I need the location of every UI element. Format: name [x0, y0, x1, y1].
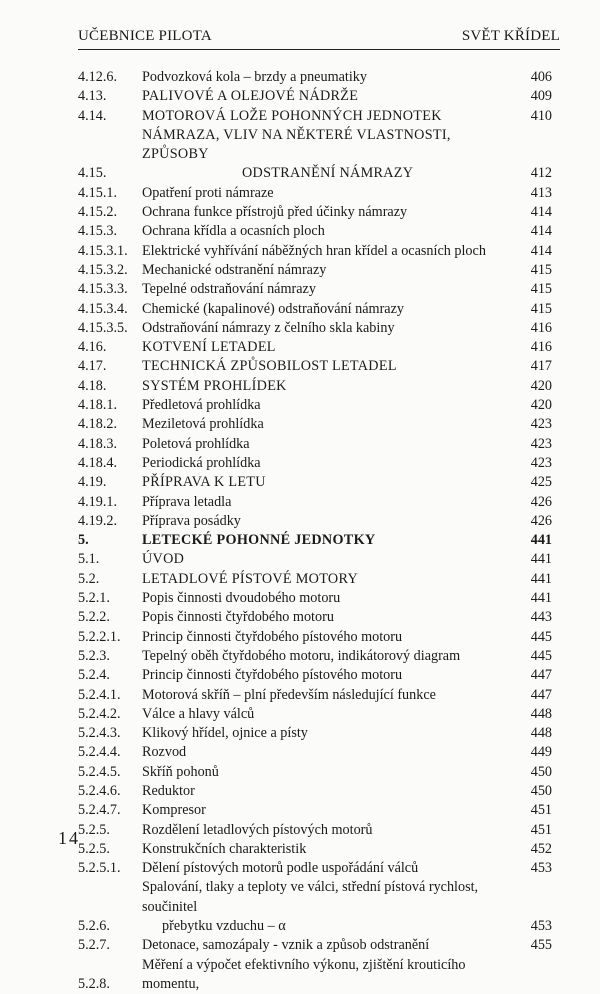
toc-entry — [78, 126, 552, 184]
toc-entry-number: 4.15.3.4. — [78, 300, 128, 317]
toc-entry-title-line: Klikový hřídel, ojnice a písty — [142, 725, 308, 742]
toc-entry-title — [142, 493, 516, 512]
toc-entry-title-line: NÁMRAZA, VLIV NA NĚKTERÉ VLASTNOSTI, ZPŮSOBY — [142, 126, 451, 163]
toc-entry-number: 4.15.3.3. — [78, 281, 128, 298]
toc-entry-title-line: Kompresor — [142, 802, 206, 819]
toc-entry — [78, 435, 552, 454]
toc-entry-number: 4.14. — [78, 107, 107, 124]
toc-entry-number: 5.2.2.1. — [78, 628, 121, 645]
toc-entry-title-line: Dělení pístových motorů podle uspořádání válců — [142, 860, 419, 877]
toc-entry-title-line: Popis činnosti čtyřdobého motoru — [142, 609, 334, 626]
toc-entry-title — [142, 840, 516, 859]
toc-entry-page: 426 — [530, 493, 552, 510]
toc-entry-title — [142, 782, 516, 801]
toc-entry — [78, 454, 552, 473]
toc-entry-title-line: Meziletová prohlídka — [142, 416, 264, 433]
toc-entry — [78, 377, 552, 396]
toc-entry-number: 4.15.2. — [78, 204, 118, 221]
toc-entry-title — [142, 878, 516, 936]
toc-entry-title-line: ÚVOD — [142, 551, 185, 568]
toc-entry-page: 450 — [530, 782, 552, 799]
toc-entry-page: 451 — [530, 802, 552, 819]
toc-entry-page: 441 — [530, 590, 552, 607]
toc-entry-title-line: Ochrana křídla a ocasních ploch — [142, 223, 325, 240]
toc-entry — [78, 956, 552, 994]
toc-entry-page: 449 — [530, 744, 552, 761]
toc-entry-page: 455 — [530, 937, 552, 954]
toc-entry-page: 416 — [530, 339, 552, 356]
toc-entry-number: 5.2.4.3. — [78, 725, 121, 742]
toc-entry-title — [142, 859, 516, 878]
toc-entry-title-line: Popis činnosti dvoudobého motoru — [142, 590, 341, 607]
toc-entry-number: 4.15. — [78, 165, 107, 182]
toc-entry-title-line: Chemické (kapalinové) odstraňování námrazy — [142, 300, 404, 317]
toc-entry-page: 414 — [530, 223, 552, 240]
toc-entry — [78, 68, 552, 87]
toc-entry-number: 5.2. — [78, 570, 100, 587]
toc-entry-title-line: LETECKÉ POHONNÉ JEDNOTKY — [142, 532, 376, 549]
toc-entry-page: 441 — [530, 532, 552, 549]
toc-entry — [78, 319, 552, 338]
toc-entry — [78, 493, 552, 512]
toc-entry-number: 4.19.1. — [78, 493, 118, 510]
toc-entry-title — [142, 956, 516, 994]
toc-entry-title — [142, 126, 516, 184]
toc-entry-title-line: Poletová prohlídka — [142, 435, 250, 452]
toc-entry-title-line: SYSTÉM PROHLÍDEK — [142, 377, 287, 394]
toc-entry-number: 5.2.3. — [78, 647, 110, 664]
toc-entry-title — [142, 184, 516, 203]
toc-entry-title — [142, 454, 516, 473]
toc-entry-page: 447 — [530, 686, 552, 703]
toc-entry-number: 5.2.4.1. — [78, 686, 121, 703]
toc-entry-number: 4.18.2. — [78, 416, 118, 433]
toc-entry — [78, 743, 552, 762]
toc-entry-title-line: Princip činnosti čtyřdobého pístového motoru — [142, 628, 403, 645]
toc-entry-title-line: Opatření proti námraze — [142, 184, 274, 201]
toc-entry-number: 4.12.6. — [78, 69, 118, 85]
toc-entry-title-line: Princip činnosti čtyřdobého pístového motoru — [142, 667, 403, 684]
toc-entry-title — [142, 396, 516, 415]
toc-entry-title — [142, 87, 516, 106]
toc-entry-number: 4.15.3. — [78, 223, 118, 240]
toc-entry — [78, 647, 552, 666]
toc-entry-title — [142, 570, 516, 589]
toc-entry-title — [142, 222, 516, 241]
toc-entry — [78, 666, 552, 685]
toc-entry-number: 5.2.5. — [78, 821, 110, 838]
toc-entry-title — [142, 763, 516, 782]
toc-entry — [78, 512, 552, 531]
toc-entry-title-line: Skříň pohonů — [142, 763, 219, 780]
toc-entry-title — [142, 300, 516, 319]
toc-entry-title-line: LETADLOVÉ PÍSTOVÉ MOTORY — [142, 570, 358, 587]
toc-entry-number: 5.2.4.7. — [78, 802, 121, 819]
toc-entry-page: 448 — [530, 725, 552, 742]
toc-entry-number: 4.13. — [78, 88, 107, 105]
toc-entry-title-line: Mechanické odstranění námrazy — [142, 261, 327, 278]
toc-entry-title-line: Rozdělení letadlových pístových motorů — [142, 821, 373, 838]
toc-entry-title — [142, 801, 516, 820]
toc-entry-title — [142, 435, 516, 454]
toc-entry-title — [142, 531, 516, 550]
toc-entry-number: 5.2.4.5. — [78, 763, 121, 780]
toc-entry — [78, 222, 552, 241]
toc-entry-title-line: Periodická prohlídka — [142, 454, 261, 471]
toc-entry-title — [142, 686, 516, 705]
toc-entry-page: 412 — [530, 165, 552, 182]
toc-entry-title-line: PALIVOVÉ A OLEJOVÉ NÁDRŽE — [142, 88, 359, 105]
toc-entry-title-line: KOTVENÍ LETADEL — [142, 339, 276, 356]
toc-entry — [78, 242, 552, 261]
toc-entry-title — [142, 821, 516, 840]
toc-entry — [78, 589, 552, 608]
toc-entry — [78, 531, 552, 550]
running-header — [78, 28, 560, 50]
toc-entry-page: 441 — [530, 570, 552, 587]
toc-entry-title — [142, 242, 516, 261]
toc-entry-number: 4.15.3.5. — [78, 319, 128, 336]
toc-entry — [78, 705, 552, 724]
toc-entry-page: 452 — [530, 840, 552, 857]
toc-entry-title — [142, 666, 516, 685]
toc-entry-title — [142, 473, 516, 492]
toc-entry-title — [142, 68, 516, 87]
toc-entry — [78, 357, 552, 376]
toc-entry-number: 5. — [78, 532, 89, 549]
toc-entry-title-line: Elektrické vyhřívání náběžných hran křídel a ocasních ploch — [142, 242, 486, 259]
toc-entry-page: 450 — [530, 763, 552, 780]
toc-entry-title-line: Ochrana funkce přístrojů před účinky námrazy — [142, 204, 408, 221]
toc-entry-title — [142, 377, 516, 396]
toc-entry-page: 425 — [530, 474, 552, 491]
toc-entry-title-line: Rozvod — [142, 744, 187, 761]
toc-entry-page: 409 — [530, 88, 552, 105]
toc-entry-page: 413 — [530, 184, 552, 201]
toc-entry-title — [142, 319, 516, 338]
toc-entry — [78, 87, 552, 106]
toc-entry-title-line: Konstrukčních charakteristik — [142, 840, 307, 857]
toc-entry — [78, 801, 552, 820]
toc-entry-title-line: Motorová skříň – plní především následující funkce — [142, 686, 436, 703]
toc-entry-title-line: Tepelné odstraňování námrazy — [142, 281, 316, 298]
toc-entry-page: 410 — [530, 107, 552, 124]
toc-entry-number: 4.17. — [78, 358, 107, 375]
toc-entry-page: 417 — [530, 358, 552, 375]
toc-entry-title — [142, 512, 516, 531]
header-section-title: SVĚT KŘÍDEL — [461, 28, 560, 44]
toc-entry-title — [142, 338, 516, 357]
toc-entry-title-continuation: ODSTRANĚNÍ NÁMRAZY — [242, 165, 414, 182]
toc-entry-title — [142, 357, 516, 376]
toc-entry — [78, 821, 552, 840]
table-of-contents — [78, 68, 552, 994]
toc-entry-title — [142, 647, 516, 666]
toc-entry-page: 420 — [530, 397, 552, 414]
toc-entry-title — [142, 280, 516, 299]
toc-entry — [78, 184, 552, 203]
toc-entry-page: 441 — [530, 551, 552, 568]
toc-entry-number: 5.2.5.1. — [78, 860, 121, 877]
toc-entry-number: 4.18.1. — [78, 397, 118, 414]
toc-entry-number: 4.16. — [78, 339, 107, 356]
toc-entry — [78, 878, 552, 936]
toc-entry-title — [142, 415, 516, 434]
toc-entry-number: 4.18.3. — [78, 435, 118, 452]
toc-entry — [78, 628, 552, 647]
toc-entry-number: 4.19.2. — [78, 512, 118, 529]
toc-entry — [78, 782, 552, 801]
toc-entry-page: 447 — [530, 667, 552, 684]
toc-entry — [78, 686, 552, 705]
toc-entry — [78, 261, 552, 280]
toc-entry-title — [142, 261, 516, 280]
toc-entry — [78, 570, 552, 589]
toc-entry — [78, 550, 552, 569]
toc-entry-number: 5.2.1. — [78, 590, 110, 607]
toc-entry-page: 445 — [530, 628, 552, 645]
toc-entry-number: 5.2.7. — [78, 937, 110, 954]
toc-entry-title-line: Spalování, tlaky a teploty ve válci, střední pístová rychlost, součinitel — [142, 879, 479, 915]
toc-entry-title-line: Podvozková kola – brzdy a pneumatiky — [142, 69, 367, 85]
toc-entry-title — [142, 724, 516, 743]
toc-entry-title-line: Příprava posádky — [142, 512, 241, 529]
toc-entry-title — [142, 203, 516, 222]
toc-entry-page: 420 — [530, 377, 552, 394]
toc-entry-title-line: Předletová prohlídka — [142, 397, 261, 414]
toc-entry-page: 453 — [530, 860, 552, 877]
toc-entry-number: 4.19. — [78, 474, 107, 491]
toc-entry — [78, 396, 552, 415]
toc-entry — [78, 473, 552, 492]
toc-entry — [78, 840, 552, 859]
toc-entry-title-line: Detonace, samozápaly - vznik a způsob odstranění — [142, 937, 430, 954]
toc-entry-number: 4.18. — [78, 377, 107, 394]
toc-entry-title-line: Válce a hlavy válců — [142, 705, 255, 722]
toc-entry-page: 406 — [530, 69, 552, 85]
toc-entry-page: 445 — [530, 647, 552, 664]
toc-entry-title — [142, 550, 516, 569]
page-number: 14 — [58, 828, 80, 848]
toc-entry — [78, 608, 552, 627]
toc-entry — [78, 338, 552, 357]
toc-entry-number: 5.2.4. — [78, 667, 110, 684]
toc-entry-title — [142, 628, 516, 647]
toc-entry-title-line: Reduktor — [142, 782, 195, 799]
toc-entry-number: 5.2.4.2. — [78, 705, 121, 722]
toc-entry — [78, 415, 552, 434]
toc-entry-page: 414 — [530, 204, 552, 221]
toc-entry-page: 414 — [530, 242, 552, 259]
toc-entry-title-line: Měření a výpočet efektivního výkonu, zjištění krouticího momentu, — [142, 956, 466, 992]
toc-entry-number: 4.15.1. — [78, 184, 118, 201]
toc-entry-title — [142, 107, 516, 126]
toc-entry-number: 5.2.5. — [78, 840, 110, 857]
toc-entry-number: 5.2.4.4. — [78, 744, 121, 761]
toc-entry — [78, 300, 552, 319]
toc-entry — [78, 859, 552, 878]
toc-entry-page: 448 — [530, 705, 552, 722]
toc-entry-page: 415 — [530, 261, 552, 278]
toc-entry-title — [142, 936, 516, 955]
toc-entry-number: 5.2.4.6. — [78, 782, 121, 799]
toc-entry-number: 4.18.4. — [78, 454, 118, 471]
toc-entry-title-line: Tepelný oběh čtyřdobého motoru, indikátorový diagram — [142, 647, 461, 664]
toc-entry-page: 423 — [530, 454, 552, 471]
toc-entry-title-line: Příprava letadla — [142, 493, 232, 510]
toc-entry — [78, 763, 552, 782]
toc-entry-number: 5.2.8. — [78, 975, 110, 992]
toc-entry-title — [142, 743, 516, 762]
toc-entry-number: 4.15.3.1. — [78, 242, 128, 259]
toc-entry — [78, 203, 552, 222]
toc-entry-page: 451 — [530, 821, 552, 838]
toc-entry-title-line: Odstraňování námrazy z čelního skla kabiny — [142, 319, 395, 336]
toc-entry-title-continuation: přebytku vzduchu – α — [162, 918, 286, 935]
toc-entry-page: 423 — [530, 416, 552, 433]
toc-entry-page: 426 — [530, 512, 552, 529]
toc-entry-title — [142, 608, 516, 627]
toc-entry-number: 5.2.6. — [78, 918, 110, 935]
toc-entry-title — [142, 705, 516, 724]
toc-entry-title-line: PŘÍPRAVA K LETU — [142, 474, 266, 491]
toc-entry-page: 415 — [530, 300, 552, 317]
toc-entry — [78, 724, 552, 743]
toc-entry — [78, 107, 552, 126]
toc-entry-page: 453 — [530, 918, 552, 935]
toc-entry-page: 416 — [530, 319, 552, 336]
toc-entry-title — [142, 589, 516, 608]
toc-entry-page: 443 — [530, 609, 552, 626]
toc-entry-number: 4.15.3.2. — [78, 261, 128, 278]
toc-entry-title-line: MOTOROVÁ LOŽE POHONNÝCH JEDNOTEK — [142, 107, 442, 124]
toc-entry — [78, 936, 552, 955]
toc-entry-page: 423 — [530, 435, 552, 452]
toc-entry-number: 5.1. — [78, 551, 100, 568]
header-book-title: UČEBNICE PILOTA — [78, 28, 212, 44]
toc-entry-page: 415 — [530, 281, 552, 298]
toc-entry-title-line: TECHNICKÁ ZPŮSOBILOST LETADEL — [142, 358, 397, 375]
toc-entry — [78, 280, 552, 299]
toc-entry-number: 5.2.2. — [78, 609, 110, 626]
